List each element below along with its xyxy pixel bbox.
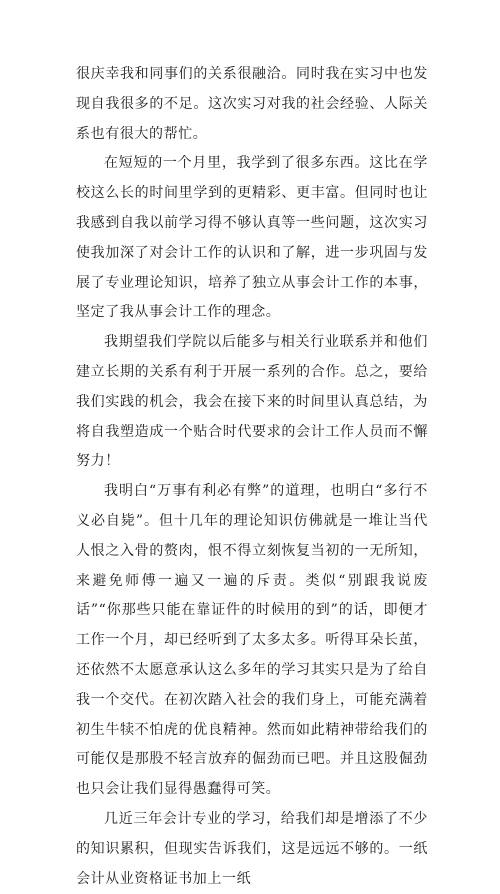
document-body (76, 60, 428, 894)
paragraph: 我明白“万事有利必有弊”的道理，也明白“多行不义必自毙”。但十几年的理论知识仿佛就是一堆让当代人恨之入骨的赘肉，恨不得立刻恢复当初的一无所知，来避免师傅一遍又一遍的斥责。类似“别跟我说废话”“你那些只能在靠证件的时候用的到”的话，即便才工作一个月，却已经听到了太多太多。听得耳朵长茧，还依然不太愿意承认这么多年的学习其实只是为了给自我一个交代。在初次踏入社会的我们身上，可能充满着初生牛犊不怕虎的优良精神。然而如此精神带给我们的可能仅是那股不轻言放弃的倔劲而已吧。并且这股倔劲也只会让我们显得愚蠢得可笑。 (76, 483, 428, 798)
paragraph: 几近三年会计专业的学习，给我们却是增添了不少的知识累积，但现实告诉我们，这是远远不够的。一纸会计从业资格证书加上一纸 (76, 810, 428, 887)
paragraph: 在短短的一个月里，我学到了很多东西。这比在学校这么长的时间里学到的更精彩、更丰富。但同时也让我感到自我以前学习得不够认真等一些问题，这次实习使我加深了对会计工作的认识和了解，进一步巩固与发展了专业理论知识，培养了独立从事会计工作的本事，坚定了我从事会计工作的理念。 (76, 155, 428, 321)
paragraph-continued: 很庆幸我和同事们的关系很融洽。同时我在实习中也发现自我很多的不足。这次实习对我的社会经验、人际关系也有很大的帮忙。 (76, 66, 428, 142)
paragraph: 我期望我们学院以后能多与相关行业联系并和他们建立长期的关系有利于开展一系列的合作。总之，要给我们实践的机会，我会在接下来的时间里认真总结，为将自我塑造成一个贴合时代要求的会计工作人员而不懈努力！ (76, 334, 428, 470)
